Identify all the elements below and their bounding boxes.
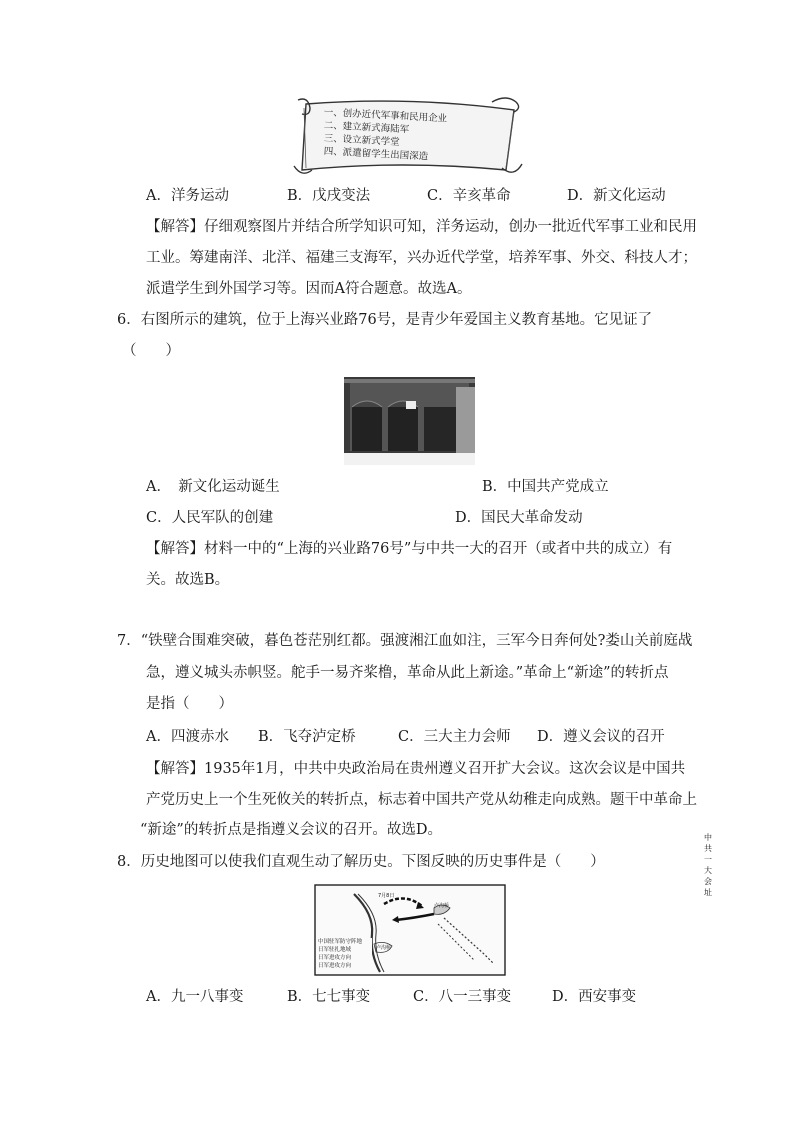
q5-option-d: D．新文化运动	[567, 188, 666, 204]
map-label: 卢沟桥	[434, 903, 450, 909]
q7-answer-line: 产党历史上一个生死攸关的转折点，标志着中国共产党从幼稚走向成熟。题干中革命上	[146, 792, 697, 808]
q7-question-line: 是指（ ）	[146, 696, 233, 712]
q7-question-line: 7．“铁壁合围难突破，暮色苍茫别红都。强渡湘江血如注，三军今日奔何处?娄山关前庭战	[117, 633, 693, 649]
map-legend-item: 日军进攻方向	[318, 955, 352, 961]
map-legend-item: 中国驻军防守阵地	[318, 939, 363, 945]
q7-option-d: D．遵义会议的召开	[537, 729, 665, 745]
historical-map	[314, 884, 506, 976]
scroll-item: 四、派遣留学生出国深造	[323, 146, 429, 163]
q5-answer-line: 【解答】仔细观察图片并结合所学知识可知，洋务运动，创办一批近代军事工业和民用	[146, 219, 697, 235]
q7-question-line: 急，遵义城头赤帜竖。舵手一易齐桨橹，革命从此上新途。”革命上“新途”的转折点	[146, 665, 669, 681]
q5-answer-line: 工业。筹建南洋、北洋、福建三支海军，兴办近代学堂，培养军事、外交、科技人才；	[146, 250, 697, 266]
q7-answer-line: “新途”的转折点是指遵义会议的召开。故选D。	[140, 822, 442, 838]
q6-option-c: C．人民军队的创建	[146, 510, 274, 526]
q6-option-d: D．国民大革命发动	[455, 510, 583, 526]
map-label: 7月8日	[378, 893, 395, 899]
q6-answer-line: 【解答】材料一中的“上海的兴业路76号”与中共一大的召开（或者中共的成立）有	[146, 541, 673, 557]
q8-option-a: A．九一八事变	[146, 989, 244, 1005]
map-legend-box	[316, 938, 372, 974]
q7-option-c: C．三大主力会师	[398, 729, 511, 745]
q7-option-b: B．飞夺泸定桥	[258, 729, 356, 745]
building-illustration	[344, 377, 475, 465]
q8-option-b: B．七七事变	[287, 989, 371, 1005]
q5-option-a: A．洋务运动	[146, 188, 229, 204]
map-label: 卢沟桥	[376, 945, 392, 951]
q6-question-line: 6．右图所示的建筑，位于上海兴业路76号，是青少年爱国主义教育基地。它见证了	[117, 312, 653, 328]
q6-option-a: A． 新文化运动诞生	[146, 479, 280, 495]
q8-option-d: D．西安事变	[552, 989, 637, 1005]
scroll-figure	[292, 96, 528, 176]
scroll-item: 三、设立新式学堂	[323, 133, 400, 148]
scroll-item: 一、创办近代军事和民用企业	[323, 107, 448, 125]
map-legend-item: 日军进攻方向	[318, 963, 352, 969]
q7-option-a: A．四渡赤水	[146, 729, 229, 745]
q5-answer-line: 派遣学生到外国学习等。因而A符合题意。故选A。	[146, 281, 472, 297]
q8-question-line: 8．历史地图可以使我们直观生动了解历史。下图反映的历史事件是（ ）	[117, 854, 605, 870]
q6-option-b: B．中国共产党成立	[482, 479, 609, 495]
q6-question-line: （ ）	[122, 343, 180, 359]
q5-option-c: C．辛亥革命	[427, 188, 511, 204]
map-legend-item: 日军驻扎地域	[318, 947, 352, 953]
q6-answer-line: 关。故选B。	[146, 572, 230, 588]
scroll-item: 二、建立新式海陆军	[323, 120, 410, 136]
q7-answer-line: 【解答】1935年1月，中共中央政治局在贵州遵义召开扩大会议。这次会议是中国共	[146, 761, 686, 777]
photo-caption: 中共一大会址	[704, 833, 714, 897]
q8-option-c: C．八一三事变	[413, 989, 512, 1005]
q5-option-b: B．戊戌变法	[287, 188, 371, 204]
